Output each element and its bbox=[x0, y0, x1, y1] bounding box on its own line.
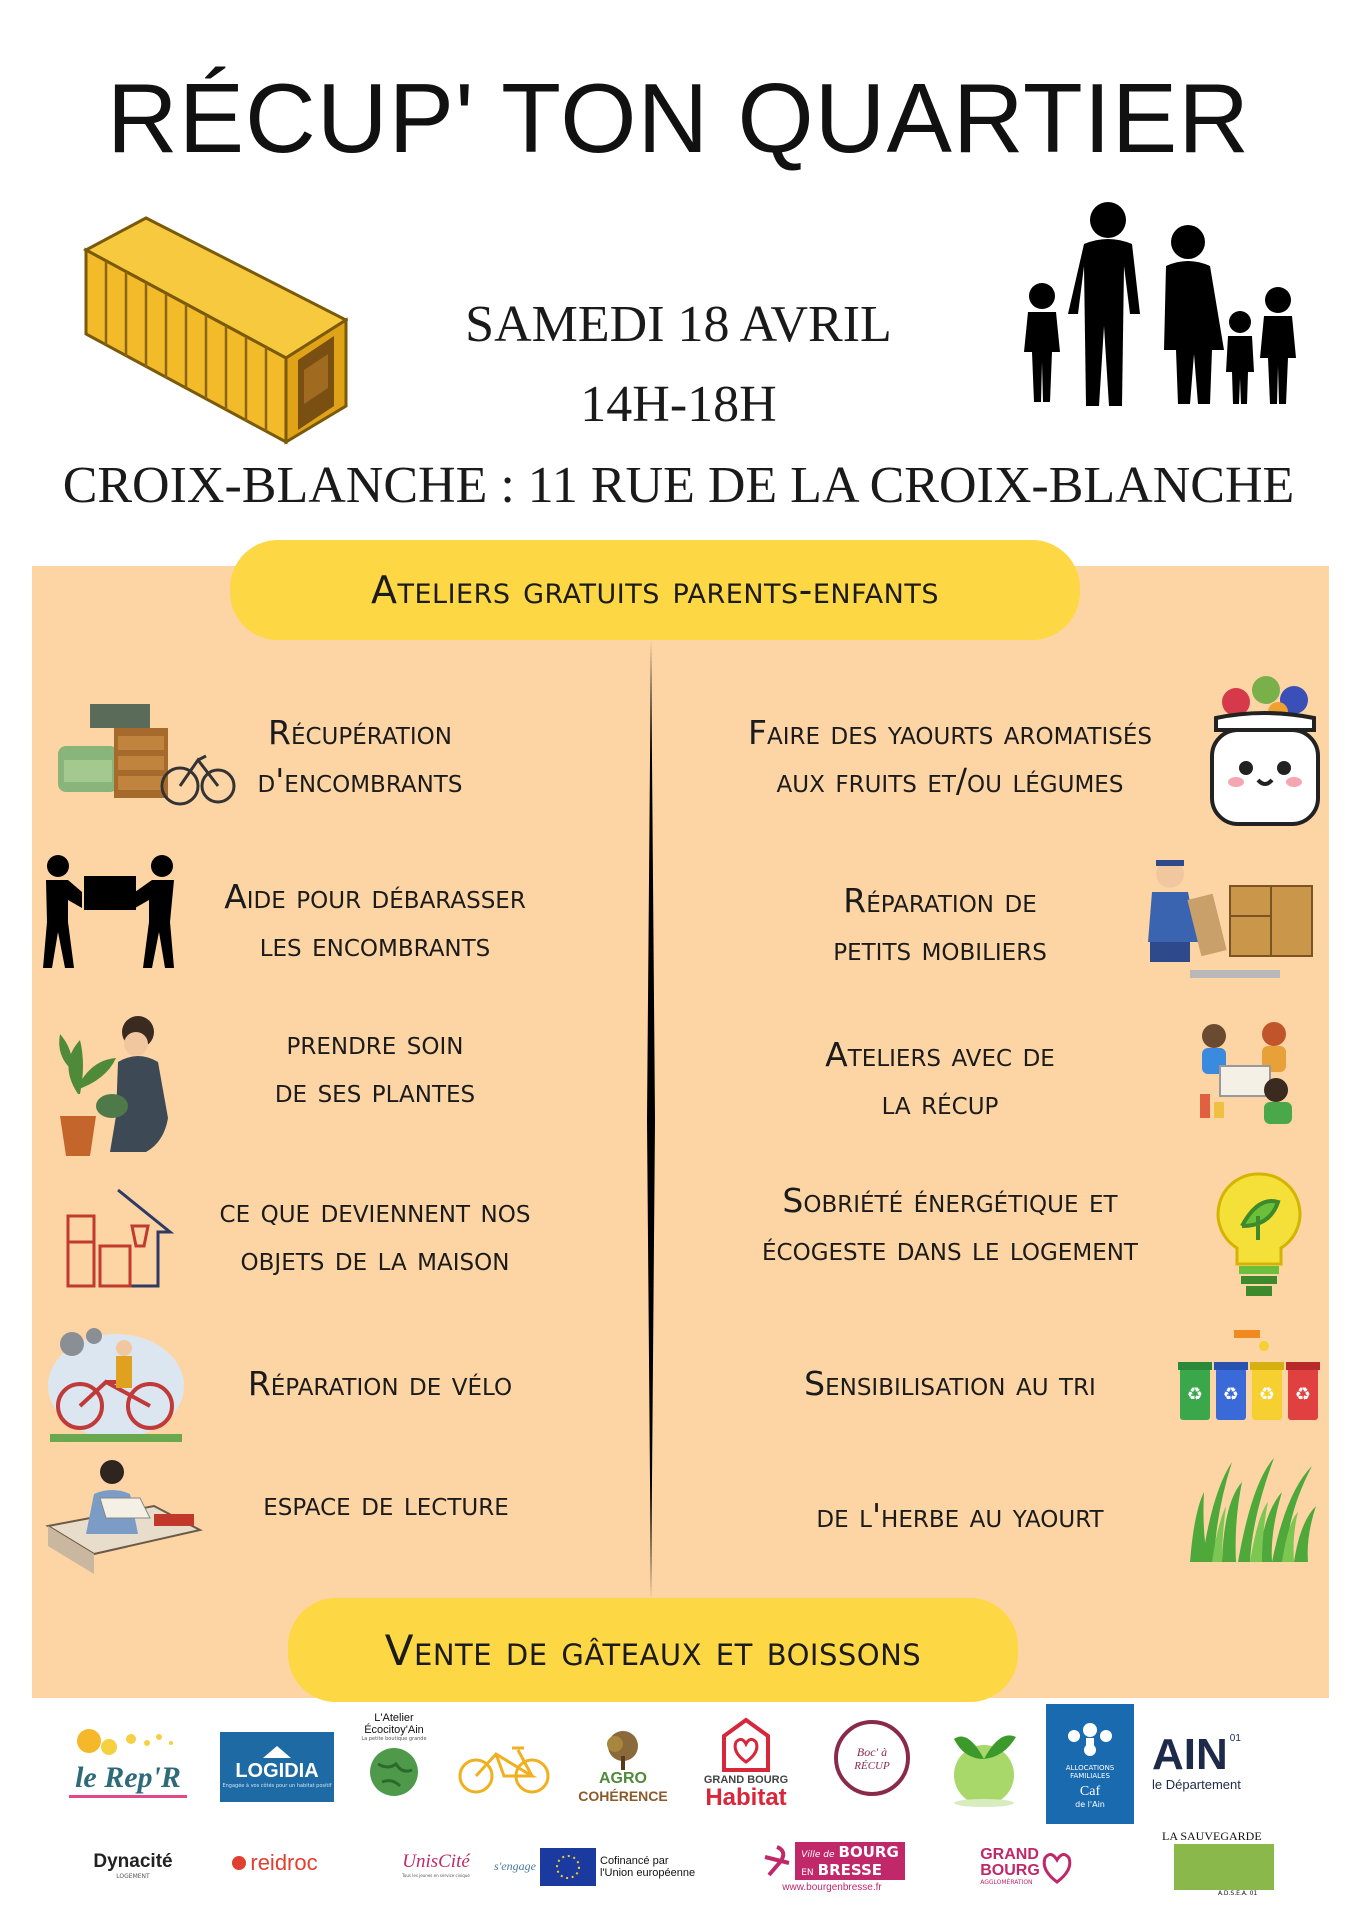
boc-a-recup-logo bbox=[834, 1720, 910, 1796]
ain-departement-logo bbox=[1152, 1722, 1292, 1802]
item-line: objets de la maison bbox=[240, 1239, 510, 1278]
item-line: petits mobiliers bbox=[833, 929, 1047, 968]
svg-text:♻: ♻ bbox=[1258, 1384, 1276, 1405]
list-item bbox=[690, 702, 1210, 812]
caf-line3: Caf bbox=[1079, 1783, 1101, 1799]
logidia-text: LOGIDIA bbox=[235, 1759, 319, 1782]
list-item bbox=[165, 866, 585, 976]
coherence-text: COHÉRENCE bbox=[578, 1788, 668, 1804]
bike-repair-icon bbox=[46, 1326, 186, 1444]
ville-line2: BOURG bbox=[838, 1842, 899, 1861]
list-item bbox=[740, 1024, 1140, 1134]
eco-globe-logo bbox=[934, 1718, 1034, 1808]
item-line: d'encombrants bbox=[257, 761, 463, 800]
item-line: Sobriété énergétique et bbox=[782, 1181, 1118, 1221]
eu-logo bbox=[540, 1840, 720, 1894]
ville-url: www.bourgenbresse.fr bbox=[782, 1881, 882, 1893]
sengage-logo bbox=[486, 1838, 544, 1894]
gb-agglo-line1: GRAND bbox=[980, 1845, 1039, 1863]
sauvegarde-subtitle: A.D.S.E.A. 01 bbox=[1218, 1890, 1258, 1897]
sales-banner: Vente de gâteaux et boissons bbox=[288, 1598, 1018, 1702]
globe-hands-icon bbox=[364, 1742, 424, 1802]
list-item bbox=[740, 870, 1140, 980]
list-item bbox=[186, 1474, 586, 1534]
grass-icon bbox=[1186, 1454, 1320, 1564]
ville-line3: EN bbox=[801, 1867, 814, 1878]
event-date: SAMEDI 18 AVRIL bbox=[465, 296, 892, 353]
household-appliances-icon bbox=[66, 1186, 176, 1290]
movers-carrying-box-icon bbox=[40, 852, 180, 970]
item-line: espace de lecture bbox=[263, 1484, 509, 1524]
le-repr-text: le Rep'R bbox=[69, 1761, 187, 1798]
recycling-bins-icon bbox=[1178, 1328, 1324, 1424]
uniscite-logo bbox=[396, 1834, 476, 1894]
logidia-logo bbox=[220, 1732, 334, 1802]
item-line: prendre soin bbox=[286, 1023, 464, 1063]
partner-logos bbox=[0, 1700, 1357, 1920]
bocarecup-line2: RÉCUP bbox=[854, 1759, 890, 1772]
list-item bbox=[730, 1354, 1170, 1414]
caf-ain-logo bbox=[1046, 1704, 1134, 1824]
list-item bbox=[760, 1486, 1160, 1546]
bocarecup-line1: Boc' à bbox=[856, 1744, 888, 1759]
item-line: écogeste dans le logement bbox=[762, 1229, 1138, 1268]
item-line: de l'herbe au yaourt bbox=[816, 1496, 1104, 1536]
ville-bourg-logo bbox=[752, 1832, 912, 1902]
logidia-tagline: Engagée à vos côtés pour un habitat positif bbox=[222, 1782, 332, 1789]
svg-text:♻: ♻ bbox=[1294, 1384, 1312, 1405]
woman-reading-icon bbox=[44, 1458, 204, 1578]
dynacite-subtitle: LOGEMENT bbox=[116, 1872, 150, 1880]
sengage-text: s'engage bbox=[494, 1858, 536, 1873]
le-repr-logo bbox=[48, 1716, 208, 1806]
atelier-tagline: La petite boutique grande bbox=[361, 1736, 427, 1743]
agro-coherence-logo bbox=[568, 1722, 678, 1812]
item-line: ce que deviennent nos bbox=[219, 1191, 531, 1231]
globe-seedling-icon bbox=[938, 1719, 1030, 1807]
item-line: Ateliers avec de bbox=[825, 1035, 1055, 1075]
uniscite-tagline: Tous les jeunes en service civique bbox=[402, 1872, 470, 1878]
item-line: Sensibilisation au tri bbox=[804, 1364, 1096, 1404]
eco-lightbulb-icon bbox=[1214, 1170, 1304, 1300]
svg-text:♻: ♻ bbox=[1186, 1384, 1204, 1405]
figure-swirl-icon bbox=[759, 1843, 795, 1879]
heart-outline-icon bbox=[1040, 1846, 1074, 1886]
gb-agglo-line2: BOURG bbox=[980, 1861, 1040, 1879]
item-line: aux fruits et/ou légumes bbox=[776, 761, 1124, 800]
item-line: Réparation de bbox=[843, 881, 1037, 921]
eu-flag-icon bbox=[540, 1848, 596, 1886]
workshops-banner: Ateliers gratuits parents-enfants bbox=[230, 540, 1080, 640]
woman-repotting-plant-icon bbox=[56, 1010, 186, 1160]
la-sauvegarde-logo bbox=[1148, 1828, 1276, 1898]
ain-text: AIN bbox=[1152, 1729, 1228, 1779]
furniture-bicycle-icon bbox=[56, 700, 236, 812]
item-line: la récup bbox=[881, 1083, 999, 1122]
gb-habitat-line1: GRAND BOURG bbox=[703, 1774, 789, 1786]
heart-house-icon bbox=[720, 1716, 772, 1774]
furniture-repair-icon bbox=[1140, 856, 1316, 986]
bicycle-icon bbox=[456, 1740, 552, 1796]
ville-line4: BRESSE bbox=[817, 1860, 883, 1879]
eu-line1: Cofinancé par bbox=[600, 1855, 669, 1867]
house-icon bbox=[263, 1746, 291, 1758]
tree-icon bbox=[601, 1730, 645, 1770]
item-line: les encombrants bbox=[259, 925, 491, 964]
caf-line2: FAMILIALES bbox=[1070, 1771, 1110, 1780]
svg-text:♻: ♻ bbox=[1222, 1384, 1240, 1405]
eu-line2: l'Union européenne bbox=[600, 1867, 696, 1879]
dynacite-text: Dynacité bbox=[93, 1850, 173, 1872]
flower-gears-icon bbox=[73, 1725, 183, 1761]
list-item bbox=[165, 1180, 585, 1290]
gb-habitat-line2: Habitat bbox=[705, 1784, 787, 1811]
kids-crafting-icon bbox=[1190, 1018, 1300, 1126]
bicycle-logo bbox=[454, 1738, 554, 1798]
reidroc-logo bbox=[220, 1840, 330, 1886]
yogurt-jar-icon bbox=[1206, 672, 1324, 828]
ville-line1: Ville de bbox=[801, 1849, 835, 1860]
ain-subtitle: le Département bbox=[1152, 1776, 1241, 1792]
caf-line4: de l'Ain bbox=[1075, 1799, 1105, 1809]
atelier-text: L'Atelier Écocitoy'Ain bbox=[364, 1712, 424, 1737]
sauvegarde-green-block bbox=[1174, 1844, 1274, 1890]
reidroc-dot bbox=[232, 1856, 246, 1870]
sauvegarde-text: LA SAUVEGARDE bbox=[1162, 1829, 1262, 1843]
agro-text: AGRO bbox=[599, 1770, 647, 1787]
grand-bourg-agglo-logo bbox=[962, 1836, 1092, 1896]
uniscite-text: UnisCité bbox=[402, 1850, 470, 1872]
gb-agglo-line3: AGGLOMÉRATION bbox=[980, 1878, 1033, 1886]
item-line: Faire des yaourts aromatisés bbox=[748, 713, 1152, 753]
family-figures-icon bbox=[1060, 1720, 1120, 1764]
item-line: Réparation de vélo bbox=[247, 1364, 513, 1404]
list-item bbox=[700, 1170, 1200, 1280]
page-title: RÉCUP' TON QUARTIER bbox=[106, 63, 1251, 173]
list-item bbox=[180, 1354, 580, 1414]
item-line: de ses plantes bbox=[274, 1071, 476, 1110]
grand-bourg-habitat-logo bbox=[686, 1708, 806, 1818]
reidroc-text: reidroc bbox=[250, 1850, 318, 1875]
column-divider bbox=[646, 640, 656, 1600]
event-address: CROIX-BLANCHE : 11 RUE DE LA CROIX-BLANCHE bbox=[62, 457, 1295, 514]
event-time: 14H-18H bbox=[580, 376, 777, 433]
ain-number: 01 bbox=[1229, 1732, 1241, 1744]
item-line: Aide pour débarasser bbox=[224, 877, 526, 917]
caf-line1: ALLOCATIONS bbox=[1065, 1763, 1115, 1772]
atelier-ecocitoy-logo bbox=[348, 1712, 440, 1816]
item-line: Récupération bbox=[268, 713, 452, 753]
list-item bbox=[165, 1012, 585, 1122]
dynacite-logo bbox=[78, 1840, 188, 1890]
